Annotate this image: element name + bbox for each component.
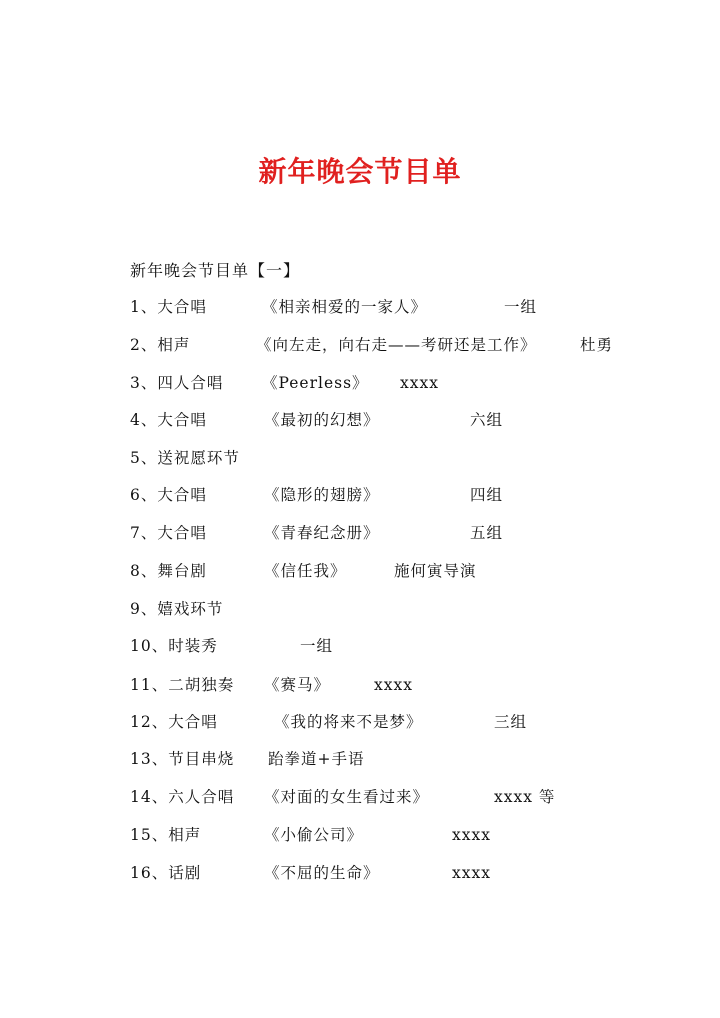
program-title: 《信任我》 (264, 562, 347, 580)
program-row (0, 784, 720, 810)
program-performer: xxxx (452, 826, 491, 844)
program-name: 2、相声 (130, 336, 191, 354)
program-row (0, 294, 720, 320)
program-title: 《最初的幻想》 (264, 411, 380, 429)
program-row (0, 822, 720, 848)
program-name: 16、话剧 (130, 864, 202, 882)
program-name: 13、节目串烧 (130, 750, 235, 768)
program-name: 15、相声 (130, 826, 202, 844)
program-name: 9、嬉戏环节 (130, 600, 224, 618)
program-row (0, 558, 720, 584)
program-name: 4、大合唱 (130, 411, 207, 429)
program-row (0, 332, 720, 358)
program-row (0, 709, 720, 735)
program-performer: xxxx 等 (494, 788, 556, 806)
program-row (0, 445, 720, 471)
program-performer: 四组 (470, 486, 504, 504)
program-title: 《相亲相爱的一家人》 (262, 298, 428, 316)
program-name: 14、六人合唱 (130, 788, 235, 806)
program-title: 《我的将来不是梦》 (274, 713, 423, 731)
program-title: 《不屈的生命》 (264, 864, 380, 882)
program-title: 《青春纪念册》 (264, 524, 380, 542)
program-row (0, 633, 720, 659)
program-title: 《赛马》 (264, 676, 331, 694)
program-title: 《隐形的翅膀》 (264, 486, 380, 504)
program-performer: 一组 (504, 298, 538, 316)
program-performer: xxxx (452, 864, 491, 882)
program-row (0, 407, 720, 433)
program-title: 《向左走，向右走——考研还是工作》 (256, 336, 537, 354)
program-row (0, 860, 720, 886)
program-title: 《对面的女生看过来》 (264, 788, 430, 806)
program-title: 《小偷公司》 (264, 826, 364, 844)
program-title: 《Peerless》 (262, 374, 369, 392)
program-row (0, 672, 720, 698)
program-performer: 三组 (494, 713, 528, 731)
program-row (0, 482, 720, 508)
program-name: 1、大合唱 (130, 298, 207, 316)
program-name: 6、大合唱 (130, 486, 207, 504)
program-row (0, 520, 720, 546)
program-row (0, 746, 720, 772)
program-name: 5、送祝愿环节 (130, 449, 240, 467)
program-name: 10、时装秀 (130, 637, 218, 655)
program-performer: 施何寅导演 (394, 562, 477, 580)
program-name: 11、二胡独奏 (130, 676, 235, 694)
program-performer: 杜勇 (580, 336, 614, 354)
program-name: 7、大合唱 (130, 524, 207, 542)
program-performer: 五组 (470, 524, 504, 542)
program-row (0, 596, 720, 622)
program-performer: 六组 (470, 411, 504, 429)
program-name: 3、四人合唱 (130, 374, 224, 392)
program-title: 一组 (300, 637, 334, 655)
document-title: 新年晚会节目单 (258, 155, 462, 188)
program-title: 跆拳道+手语 (268, 750, 365, 768)
program-performer: xxxx (374, 676, 413, 694)
program-row (0, 370, 720, 396)
program-name: 12、大合唱 (130, 713, 218, 731)
program-performer: xxxx (400, 374, 439, 392)
section-heading: 新年晚会节目单【一】 (130, 261, 301, 280)
program-name: 8、舞台剧 (130, 562, 207, 580)
